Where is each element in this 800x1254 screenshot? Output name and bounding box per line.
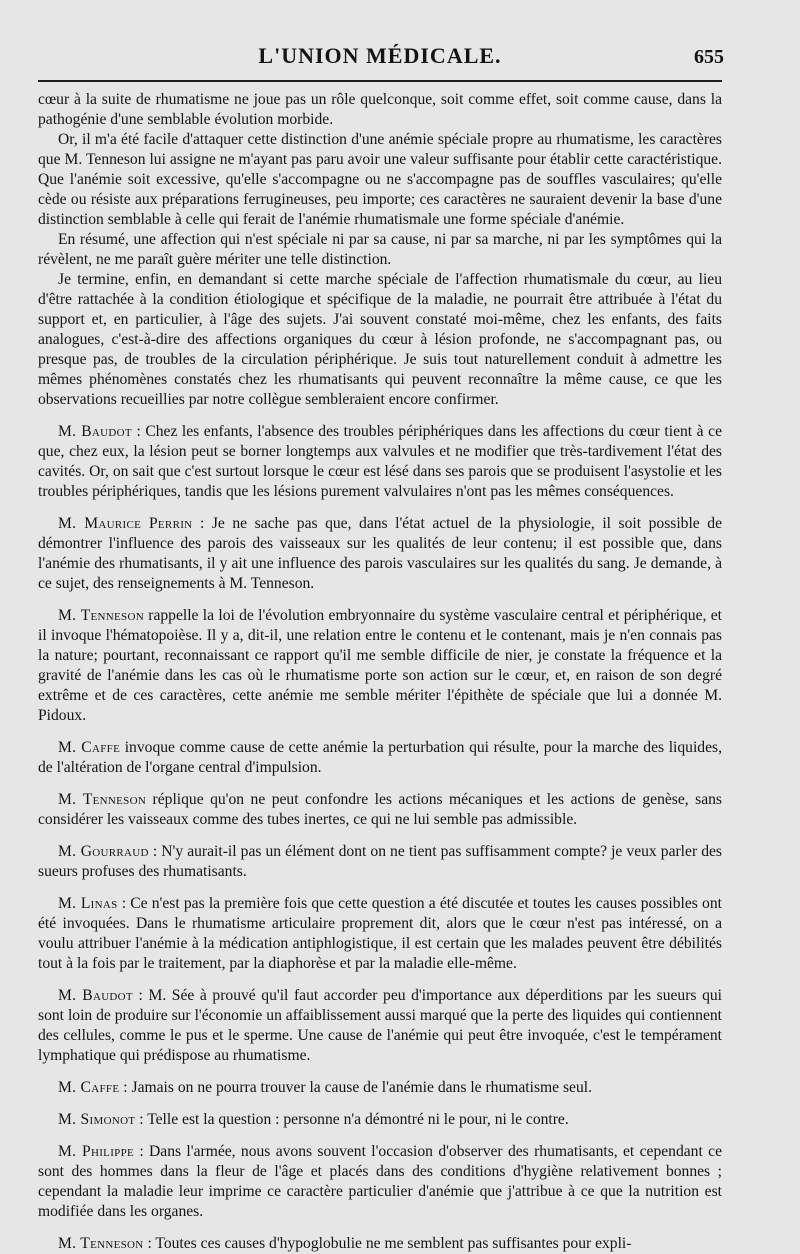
speaker-name: M. Caffe bbox=[58, 1079, 120, 1096]
speaker-name: M. Gourraud bbox=[58, 843, 149, 860]
paragraph-tenneson-3: M. Tenneson : Toutes ces causes d'hypoglobulie ne me semblent pas suffisantes pour expli- bbox=[58, 1235, 632, 1252]
speaker-name: M. Caffe bbox=[58, 739, 121, 756]
page-header bbox=[38, 40, 722, 82]
paragraph-baudot-1: M. Baudot : Chez les enfants, l'absence des troubles périphériques dans les affections du cœur tient à ce que, chez eux, la lésion peut se borner longtemps aux valvules et ne modifier que très-tardivement l'état des cavités. Or, on sait que c'est surtout lorsque le cœur est lésé dans ses parois que se produisent l'asystolie et les troubles périphériques, tandis que les lésions purement valvulaires n'ont pas les mêmes conséquences. bbox=[38, 423, 722, 500]
paragraph-simonot: M. Simonot : Telle est la question : personne n'a démontré ni le pour, ni le contre. bbox=[58, 1111, 569, 1128]
paragraph-2: Or, il m'a été facile d'attaquer cette distinction d'une anémie spéciale propre au rhumatisme, les caractères que M. Tenneson lui assigne ne m'ayant pas paru avoir une valeur suffisante pour établir cette caractéristique. Que l'anémie soit excessive, qu'elle s'accompagne ou ne s'accompagne pas de souffles vasculaires; qu'elle cède ou résiste aux préparations ferrugineuses, peu importe; ces caractères ne sauraient devenir la base d'une distinction semblable à celle qui ferait de l'anémie rhumatismale une forme spéciale d'anémie. bbox=[38, 131, 722, 228]
paragraph-gourraud: M. Gourraud : N'y aurait-il pas un élément dont on ne tient pas suffisamment compte? je veux parler des sueurs profuses des rhumatisants. bbox=[38, 843, 722, 880]
speaker-name: M. Maurice Perrin bbox=[58, 515, 193, 532]
speaker-name: M. Tenneson bbox=[58, 1235, 144, 1252]
paragraph-4: Je termine, enfin, en demandant si cette marche spéciale de l'affection rhumatismale du cœur, au lieu d'être rattachée à la condition étiologique et spécifique de la maladie, ne pourrait être attribuée à l'état du support et, en particulier, à l'âge des sujets. J'ai souvent constaté moi-même, chez les enfants, des faits analogues, c'est-à-dire des affections organiques du cœur à lésion profonde, ne s'accompagnant pas, ou presque pas, de troubles de la circulation périphérique. Je suis tout naturellement conduit à admettre les mêmes phénomènes constatés chez les rhumatisants qui peuvent reconnaître la même cause, ce que les observations recueillies par notre collègue sembleraient encore confirmer. bbox=[38, 271, 722, 408]
paragraph-3: En résumé, une affection qui n'est spéciale ni par sa cause, ni par sa marche, ni par les symptômes qui la révèlent, ne me paraît guère mériter une telle distinction. bbox=[38, 231, 722, 268]
paragraph-caffe-1: M. Caffe invoque comme cause de cette anémie la perturbation qui résulte, pour la marche des liquides, de l'altération de l'organe central d'impulsion. bbox=[38, 739, 722, 776]
journal-title: L'UNION MÉDICALE. bbox=[258, 43, 502, 68]
paragraph-baudot-2: M. Baudot : M. Sée à prouvé qu'il faut accorder peu d'importance aux déperditions par les sueurs qui sont loin de produire sur l'économie un affaiblissement aussi marqué que la perte des liquides qui contiennent des cellules, comme le pus et le sperme. Une cause de l'anémie qui peut être invoquée, c'est le tempérament lymphatique qui prédispose au rhumatisme. bbox=[38, 987, 722, 1064]
speaker-name: M. Simonot bbox=[58, 1111, 136, 1128]
page-number: 655 bbox=[694, 46, 724, 68]
speaker-name: M. Baudot bbox=[58, 423, 132, 440]
speaker-name: M. Linas bbox=[58, 895, 118, 912]
article-body bbox=[38, 90, 722, 1254]
paragraph-perrin: M. Maurice Perrin : Je ne sache pas que, dans l'état actuel de la physiologie, il soit possible de démontrer l'influence des parois des vaisseaux sur les qualités de leur contenu; il est possible que, dans l'anémie des rhumatisants, il y ait une influence des parois vasculaires sur les qualités du sang. Je demande, à ce sujet, des renseignements à M. Tenneson. bbox=[38, 515, 722, 592]
paragraph-linas: M. Linas : Ce n'est pas la première fois que cette question a été discutée et toutes les causes possibles ont été invoquées. Dans le rhumatisme articulaire proprement dit, alors que le cœur n'est pas intéressé, on a voulu attribuer l'anémie à la médication antiphlogistique, il est certain que les malades peuvent être débilités tout à la fois par le traitement, par la diaphorèse et par la maladie elle-même. bbox=[38, 895, 722, 972]
speaker-name: M. Tenneson bbox=[58, 791, 147, 808]
speaker-name: M. Philippe bbox=[58, 1143, 135, 1160]
speaker-name: M. Tenneson bbox=[58, 607, 144, 624]
paragraph-philippe: M. Philippe : Dans l'armée, nous avons souvent l'occasion d'observer des rhumatisants, et cependant ce sont des hommes dans la fleur de l'âge et placés dans des conditions d'hygiène relativement bonnes ; cependant la maladie leur imprime ce caractère particulier d'anémie que j'attribue à ce que la nutrition est modifiée dans les organes. bbox=[38, 1143, 722, 1220]
paragraph-tenneson-2: M. Tenneson réplique qu'on ne peut confondre les actions mécaniques et les actions de genèse, sans considérer les vaisseaux comme des tubes inertes, ce qui ne lui semble pas admissible. bbox=[38, 791, 722, 828]
paragraph-tenneson-1: M. Tenneson rappelle la loi de l'évolution embryonnaire du système vasculaire central et périphérique, et il invoque l'hématopoièse. Il y a, dit-il, une relation entre le contenu et le contenant, mais je n'en connais pas la nature; pourtant, reconnaissant ce rapport qu'il me semble difficile de nier, je constate la fréquence et la gravité de l'anémie dans les cas où le rhumatisme porte son action sur le cœur, et, en raison de son degré extrême et de ces caractères, cette anémie me semble mériter l'épithète de spéciale que lui a donnée M. Pidoux. bbox=[38, 607, 722, 724]
paragraph-1: cœur à la suite de rhumatisme ne joue pas un rôle quelconque, soit comme effet, soit comme cause, dans la pathogénie d'une semblable évolution morbide. bbox=[38, 91, 722, 128]
paragraph-caffe-2: M. Caffe : Jamais on ne pourra trouver la cause de l'anémie dans le rhumatisme seul. bbox=[58, 1079, 593, 1096]
speaker-name: M. Baudot bbox=[58, 987, 133, 1004]
